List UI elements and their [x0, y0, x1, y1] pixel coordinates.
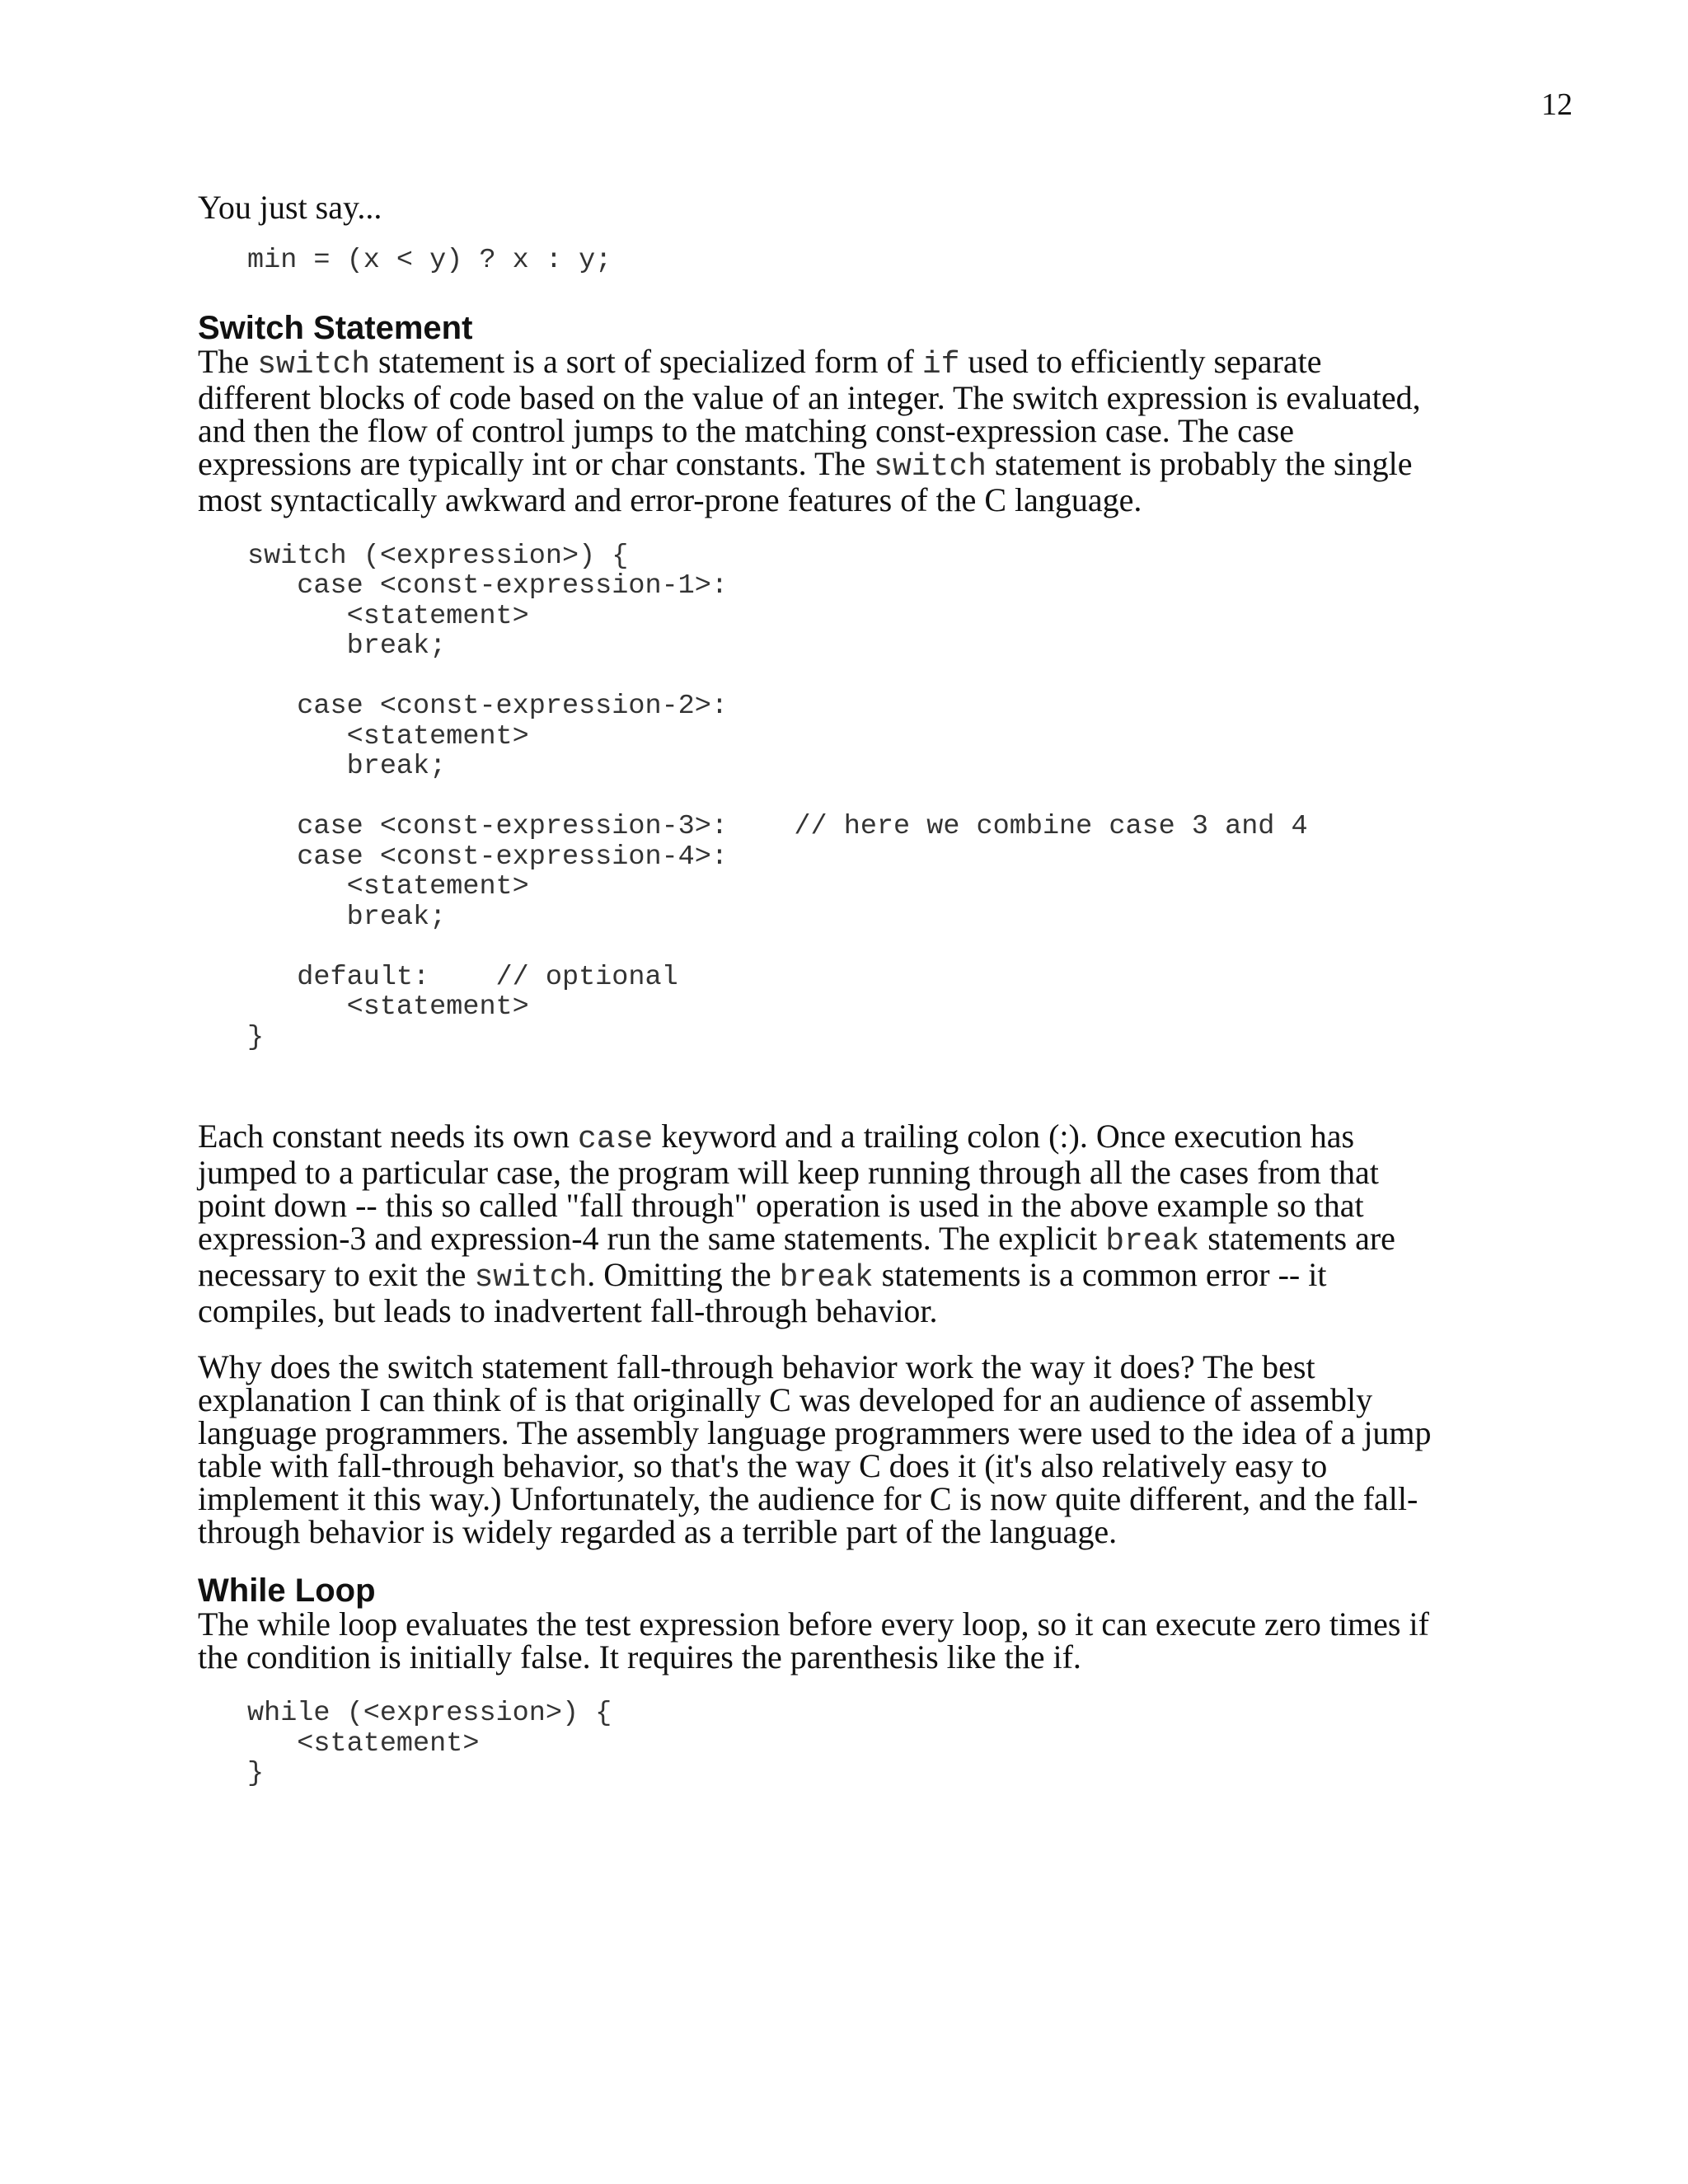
- inline-code-case: case: [578, 1122, 654, 1157]
- inline-code-break: break: [779, 1260, 874, 1296]
- ternary-code-example: min = (x < y) ? x : y;: [247, 245, 612, 276]
- switch-intro-paragraph: The switch statement is a sort of specialized form of if used to efficiently separate different blocks of code based on the value of an integer. The switch expression is evaluated, and then the flow of control jumps to the matching const-expression case. The case expressions are typically int or char constants. The switch statement is probably the single most syntactically awkward and error-prone features of the C language.: [198, 342, 1421, 518]
- inline-code-switch: switch: [874, 448, 987, 485]
- while-loop-paragraph: The while loop evaluates the test expression before every loop, so it can execute zero times if the condition is initially false. It requires the parenthesis like the if.: [198, 1605, 1429, 1675]
- switch-case-paragraph: Each constant needs its own case keyword and a trailing colon (:). Once execution has jumped to a particular case, the program will keep running through all the cases from that point down -- this so called "fall through" operation is used in the above example so that expression-3 and expression-4 run the same statements. The explicit break statements are necessary to exit the switch. Omitting the break statements is a common error -- it compiles, but leads to inadvertent fall-through behavior.: [198, 1118, 1395, 1329]
- page-number: 12: [1541, 87, 1573, 122]
- inline-code-break: break: [1105, 1224, 1200, 1259]
- while-code-example: while (<expression>) { <statement> }: [247, 1698, 612, 1789]
- switch-statement-heading: Switch Statement: [198, 309, 473, 346]
- page-content: [198, 191, 1434, 1789]
- inline-code-switch: switch: [257, 346, 371, 382]
- switch-code-example: switch (<expression>) { case <const-expression-1>: <statement> break; case <const-expression-2>: <statement> break; case <const-expression-3>: // here we combine case 3 and 4 case <const-expression-4>: <statement> break; default: // optional <statement> }: [247, 540, 1308, 1053]
- inline-code-if: if: [921, 346, 960, 382]
- fall-through-paragraph: Why does the switch statement fall-through behavior work the way it does? The best explanation I can think of is that originally C was developed for an audience of assembly language programmers. The assembly language programmers were used to the idea of a jump table with fall-through behavior, so that's the way C does it (it's also relatively easy to implement it this way.) Unfortunately, the audience for C is now quite different, and the fall-through behavior is widely regarded as a terrible part of the language.: [198, 1348, 1432, 1550]
- intro-text: You just say...: [198, 189, 382, 226]
- inline-code-switch: switch: [474, 1260, 588, 1296]
- while-loop-heading: While Loop: [198, 1572, 376, 1609]
